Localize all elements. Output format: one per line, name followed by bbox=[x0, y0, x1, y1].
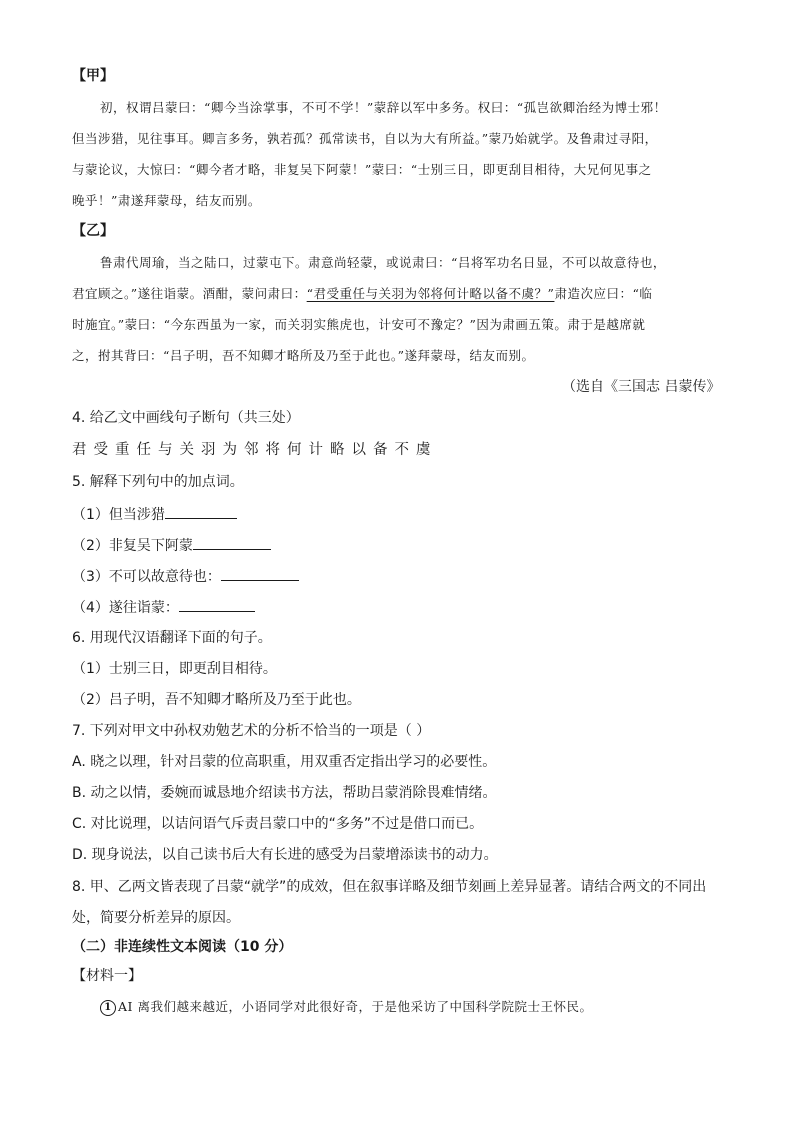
question-5-item-2 bbox=[72, 535, 271, 556]
passage-yi-line-3: 时施宜。”蒙曰：“今东西虽为一家，而关羽实熊虎也，计安可不豫定？”因为肃画五策。肃于是越席就 bbox=[72, 317, 646, 332]
passage-yi-line-2-end: 肃造次应曰：“临 bbox=[554, 286, 653, 301]
answer-blank[interactable] bbox=[179, 597, 255, 612]
question-6-prompt: 6. 用现代汉语翻译下面的句子。 bbox=[72, 630, 272, 646]
answer-blank[interactable] bbox=[165, 504, 237, 519]
passage-jia-line-2: 但当涉猎，见往事耳。卿言多务，孰若孤？孤常读书，自以为大有所益。”蒙乃始就学。及鲁肃过寻阳， bbox=[72, 131, 658, 146]
question-4-prompt: 4. 给乙文中画线句子断句（共三处） bbox=[72, 410, 300, 426]
question-5-prompt: 5. 解释下列句中的加点词。 bbox=[72, 474, 244, 490]
question-6-item-1: （1）士别三日，即更刮目相待。 bbox=[72, 661, 277, 677]
material-1-paragraph-1-text: AI 离我们越来越近，小语同学对此很好奇，于是他采访了中国科学院院士王怀民。 bbox=[118, 999, 593, 1014]
passage-yi-line-2 bbox=[72, 284, 652, 304]
passage-jia-line-1: 初，权谓吕蒙曰：“卿今当涂掌事，不可不学！”蒙辞以军中多务。权曰：“孤岂欲卿治经为博士邪！ bbox=[100, 100, 667, 115]
paragraph-number-badge: 1 bbox=[100, 1000, 116, 1016]
question-7-option-c: C. 对比说理，以诘问语气斥责吕蒙口中的“多务”不过是借口而已。 bbox=[72, 816, 484, 832]
passage-jia-heading: 【甲】 bbox=[72, 68, 114, 84]
question-7-option-d: D. 现身说法，以自己读书后大有长进的感受为吕蒙增添读书的动力。 bbox=[72, 847, 498, 863]
question-6-item-2: （2）吕子明，吾不知卿才略所及乃至于此也。 bbox=[72, 692, 361, 708]
question-8-line-2: 处，简要分析差异的原因。 bbox=[72, 910, 240, 926]
question-5-item-3-text: （3）不可以故意待也： bbox=[72, 569, 221, 585]
underlined-sentence: “君受重任与关羽为邻将何计略以备不虞？” bbox=[306, 286, 555, 301]
question-5-item-3 bbox=[72, 566, 299, 587]
passage-yi-heading: 【乙】 bbox=[72, 223, 114, 239]
question-5-item-1 bbox=[72, 504, 237, 525]
material-1-label: 【材料一】 bbox=[72, 968, 142, 984]
question-5-item-2-text: （2）非复吴下阿蒙 bbox=[72, 538, 193, 554]
question-7-option-a: A. 晓之以理，针对吕蒙的位高职重，用双重否定指出学习的必要性。 bbox=[72, 754, 497, 770]
question-5-item-4 bbox=[72, 597, 255, 618]
answer-blank[interactable] bbox=[193, 535, 271, 550]
passage-yi-line-4: 之，拊其背曰：“吕子明，吾不知卿才略所及乃至于此也。”遂拜蒙母，结友而别。 bbox=[72, 348, 535, 363]
question-7-option-b: B. 动之以情，委婉而诚恳地介绍读书方法，帮助吕蒙消除畏难情绪。 bbox=[72, 785, 497, 801]
question-8-line-1: 8. 甲、乙两文皆表现了吕蒙“就学”的成效，但在叙事详略及细节刻画上差异显著。请结合两文的不同出 bbox=[72, 879, 707, 895]
material-1-paragraph-1 bbox=[100, 997, 592, 1017]
passage-yi-line-2-start: 君宜顾之。”遂往诣蒙。酒酣，蒙问肃曰： bbox=[72, 286, 307, 301]
passage-source: （选自《三国志 吕蒙传》 bbox=[562, 379, 721, 395]
question-5-item-1-text: （1）但当涉猎 bbox=[72, 507, 165, 523]
passage-jia-line-3: 与蒙论议，大惊曰：“卿今者才略，非复吴下阿蒙！”蒙曰：“士别三日，即更刮目相待，大兄何见事之 bbox=[72, 162, 652, 177]
question-5-item-4-text: （4）遂往诣蒙： bbox=[72, 600, 179, 616]
question-4-sentence: 君受重任与关羽为邻将何计略以备不虞 bbox=[72, 442, 438, 458]
section-2-heading: （二）非连续性文本阅读（10 分） bbox=[72, 939, 293, 955]
passage-yi-line-1: 鲁肃代周瑜，当之陆口，过蒙屯下。肃意尚轻蒙，或说肃曰：“吕将军功名日显，不可以故意待也， bbox=[100, 255, 666, 270]
answer-blank[interactable] bbox=[221, 566, 299, 581]
question-7-prompt: 7. 下列对甲文中孙权劝勉艺术的分析不恰当的一项是（ ） bbox=[72, 723, 431, 739]
passage-jia-line-4: 晚乎！”肃遂拜蒙母，结友而别。 bbox=[72, 193, 261, 208]
